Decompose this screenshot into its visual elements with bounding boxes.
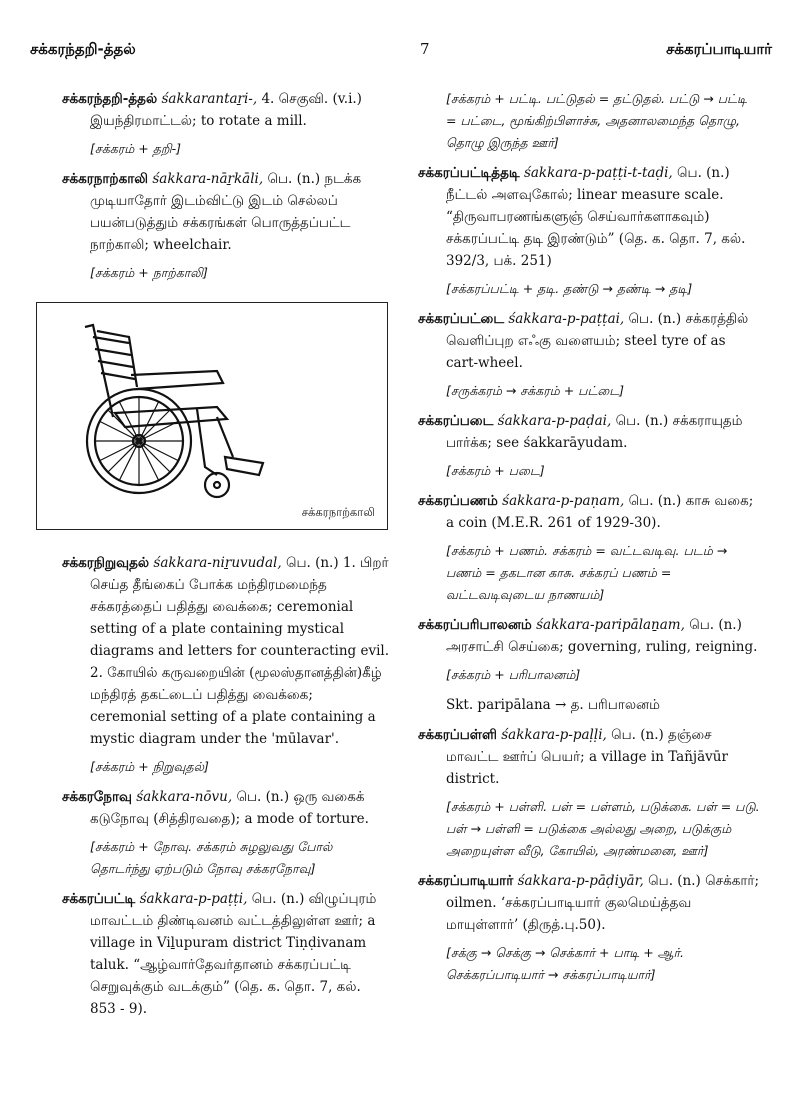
entry-definition: பெ. (n.) நீட்டல் அளவுகோல்; linear measure scale. “திருவாபரணங்களுஞ் செய்வார்களாகவும்) சக்கரப்பட்டி தடி இரண்டும்” (தெ. க. தொ. 7, கல். 392/3, பக். 251) <box>446 165 746 269</box>
entry-etymology: [சக்கரப்பட்டி + தடி. தண்டு → தண்டி → தடி] <box>446 281 693 296</box>
running-head-left: சக்கரந்தறி-த்தல் <box>30 40 136 58</box>
entry-headword: சக்கரப்பாடியார் <box>418 873 514 889</box>
entry-headword: சக்கரப்பட்டை <box>418 311 505 327</box>
wheelchair-icon <box>67 317 267 507</box>
entry-transliteration: śakkara-p-paḷḷi, <box>501 727 607 743</box>
entry-definition: பெ. (n.) காசு வகை; a coin (M.E.R. 261 of 1929-30). <box>446 493 754 531</box>
entry-etymology: [சக்கரம் + படை] <box>446 463 545 478</box>
dictionary-entry <box>418 490 760 534</box>
entry-definition: பெ. (n.) செக்கார்; oilmen. ‘சக்கரப்பாடியார் குலமெய்த்தவ மாயுள்ளார்’ (திருத்.பு.50). <box>446 873 759 933</box>
entry-etymology: [சக்கரம் + தறி-] <box>90 141 182 156</box>
page-number: 7 <box>420 40 430 58</box>
entry-transliteration: śakkara-nāṟkāli, <box>152 171 264 187</box>
entry-etymology: [சக்கரம் + நோவு. சக்கரம் சுழலுவது போல் தொடர்ந்து ஏற்படும் நோவு சக்கரநோவு] <box>90 839 333 876</box>
page-header <box>30 40 772 64</box>
dictionary-entry <box>62 168 390 256</box>
entry-transliteration: śakkara-niṟuvudal, <box>153 555 282 571</box>
entry-etymology: [சக்கரம் + நாற்காலி] <box>90 265 208 280</box>
entry-etymology: [சக்கரம் + பட்டி. பட்டுதல் = தட்டுதல். பட்டு → பட்டி = பட்டை, மூங்கிற்பிளாச்சு, அதனாலமைந்த தொழு, தொழு இருந்த ஊர்] <box>446 91 747 150</box>
entry-definition: பெ. (n.) 1. பிறர் செய்த தீங்கைப் போக்க மந்திரமமைந்த சக்கரத்தைப் பதித்து வைக்கை; ceremonial setting of a plate containing mystical diagrams and letters for counteracting evil. 2. கோயில் கருவறையின் (மூலஸ்தானத்தின்)கீழ் மந்திரத் தகட்டைப் பதித்து வைக்கை; ceremonial setting of a plate containing a mystic diagram under the 'mūlavar'. <box>90 555 390 747</box>
entry-transliteration: śakkara-p-pāḍiyār, <box>517 873 644 889</box>
entry-headword: சக்கரநோவு <box>62 789 132 805</box>
entry-definition: பெ. (n.) தஞ்சை மாவட்ட ஊர்ப் பெயர்; a village in Tañjāvūr district. <box>446 727 728 787</box>
entry-transliteration: śakkara-p-paṭṭi, <box>139 891 248 907</box>
entry-headword: சக்கரப்பள்ளி <box>418 727 497 743</box>
entry-transliteration: śakkara-p-paṇam, <box>502 493 625 509</box>
entry-etymology: [சருக்கரம் → சக்கரம் + பட்டை] <box>446 383 625 398</box>
entry-transliteration: śakkarantaṟi-, <box>161 91 258 107</box>
dictionary-entry <box>62 888 390 1020</box>
entry-headword: சக்கரப்பரிபாலனம் <box>418 617 532 633</box>
wheelchair-figure <box>36 302 388 530</box>
left-column <box>62 88 390 1026</box>
entry-definition: பெ. (n.) அரசாட்சி செய்கை; governing, ruling, reigning. <box>446 617 758 655</box>
entry-etymology: [சக்கரம் + நிறுவுதல்] <box>90 759 209 774</box>
dictionary-entry <box>418 724 760 790</box>
entry-transliteration: śakkara-p-paḍai, <box>497 413 612 429</box>
dictionary-entry <box>418 162 760 272</box>
entry-headword: சக்கரப்பணம் <box>418 493 498 509</box>
dictionary-entry <box>62 552 390 750</box>
entry-definition: பெ. (n.) சக்கரத்தில் வெளிப்புற எஃகு வளையம்; steel tyre of as cart-wheel. <box>446 311 749 371</box>
entry-etymology: [சக்கரம் + பணம். சக்கரம் = வட்டவடிவு. படம் → பணம் = தகடான காசு. சக்கரப் பணம் = வட்டவடிவுடைய நாணயம்] <box>446 543 728 602</box>
entry-transliteration: śakkara-paripālaṉam, <box>536 617 685 633</box>
entry-transliteration: śakkara-p-paṭṭai, <box>508 311 625 327</box>
figure-caption: சக்கரநாற்காலி <box>301 505 375 519</box>
dictionary-entry <box>62 88 390 132</box>
entry-definition: பெ. (n.) சக்கராயுதம் பார்க்க; see śakkarāyudam. <box>446 413 743 451</box>
entry-definition: பெ. (n.) ஒரு வகைக் கடுநோவு (சித்திரவதை); a mode of torture. <box>90 789 369 827</box>
right-column <box>418 88 760 994</box>
entry-definition: 4. செகுவி. (v.i.) இயந்திரமாட்டல்; to rotate a mill. <box>90 91 362 129</box>
entry-headword: சக்கரநாற்காலி <box>62 171 149 187</box>
entry-headword: சக்கரப்பட்டி <box>62 891 136 907</box>
dictionary-entry <box>418 614 760 658</box>
entry-headword: சக்கரநிறுவுதல் <box>62 555 150 571</box>
entry-note: Skt. paripālana → த. பரிபாலனம் <box>446 697 660 713</box>
dictionary-entry <box>62 786 390 830</box>
entry-transliteration: śakkara-nōvu, <box>136 789 233 805</box>
dictionary-entry <box>418 308 760 374</box>
dictionary-entry <box>418 410 760 454</box>
entry-headword: சக்கரந்தறி-த்தல் <box>62 91 158 107</box>
entry-headword: சக்கரப்பட்டித்தடி <box>418 165 520 181</box>
entry-definition: பெ. (n.) நடக்க முடியாதோர் இடம்விட்டு இடம் செல்லப் பயன்படுத்தும் சக்கரங்கள் பொருத்தப்பட்ட நாற்காலி; wheelchair. <box>90 171 362 253</box>
running-head-right: சக்கரப்பாடியார் <box>666 40 772 58</box>
dictionary-entry <box>418 870 760 936</box>
entry-etymology: [சக்கரம் + பள்ளி. பள் = பள்ளம், படுக்கை. பள் = படு. பள் → பள்ளி = படுக்கை அல்லது அறை, படுக்கும் அறையுள்ள வீடு, கோயில், அரண்மனை, ஊர்] <box>446 799 760 858</box>
entry-definition: பெ. (n.) விழுப்புரம் மாவட்டம் திண்டிவனம் வட்டத்திலுள்ள ஊர்; a village in Viḻupuram district Tiṇḍivanam taluk. “ஆழ்வார்தேவர்தானம் சக்கரப்பட்டி செறுவுக்கும் வடக்கும்” (தெ. க. தொ. 7, கல். 853 - 9). <box>90 891 377 1017</box>
entry-headword: சக்கரப்படை <box>418 413 494 429</box>
entry-etymology: [சக்கு → செக்கு → செக்கார் + பாடி + ஆர். செக்கரப்பாடியார் → சக்கரப்பாடியார்] <box>446 945 684 982</box>
entry-etymology: [சக்கரம் + பரிபாலனம்] <box>446 667 581 682</box>
entry-transliteration: śakkara-p-paṭṭi-t-taḍi, <box>523 165 673 181</box>
